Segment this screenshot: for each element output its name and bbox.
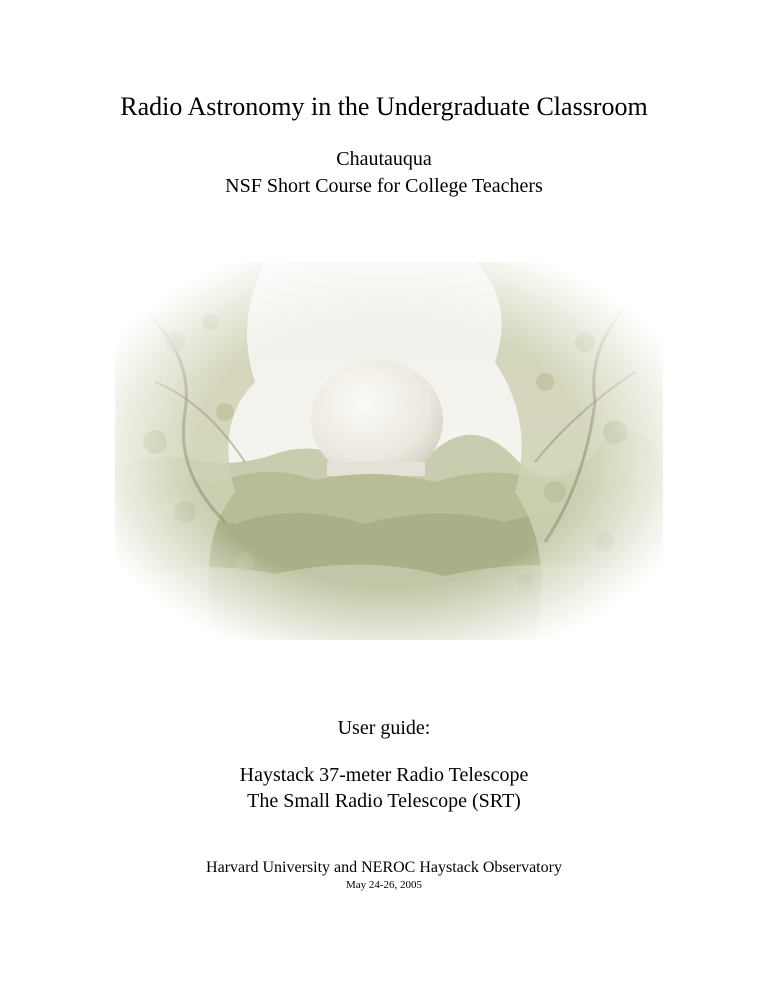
subtitle-line-chautauqua: Chautauqua	[336, 148, 432, 170]
document-title: Radio Astronomy in the Undergraduate Classroom	[120, 92, 648, 121]
user-guide-label: User guide:	[337, 717, 431, 739]
organization-line: Harvard University and NEROC Haystack Observatory	[206, 859, 562, 876]
subtitle-line-course: NSF Short Course for College Teachers	[225, 175, 543, 197]
guide-item-srt: The Small Radio Telescope (SRT)	[247, 790, 521, 812]
user-guide-items	[0, 762, 768, 814]
guide-item-haystack: Haystack 37-meter Radio Telescope	[239, 764, 529, 786]
radome-landscape-photo	[115, 262, 663, 640]
course-subtitle	[0, 146, 768, 200]
course-date: May 24-26, 2005	[345, 879, 423, 891]
